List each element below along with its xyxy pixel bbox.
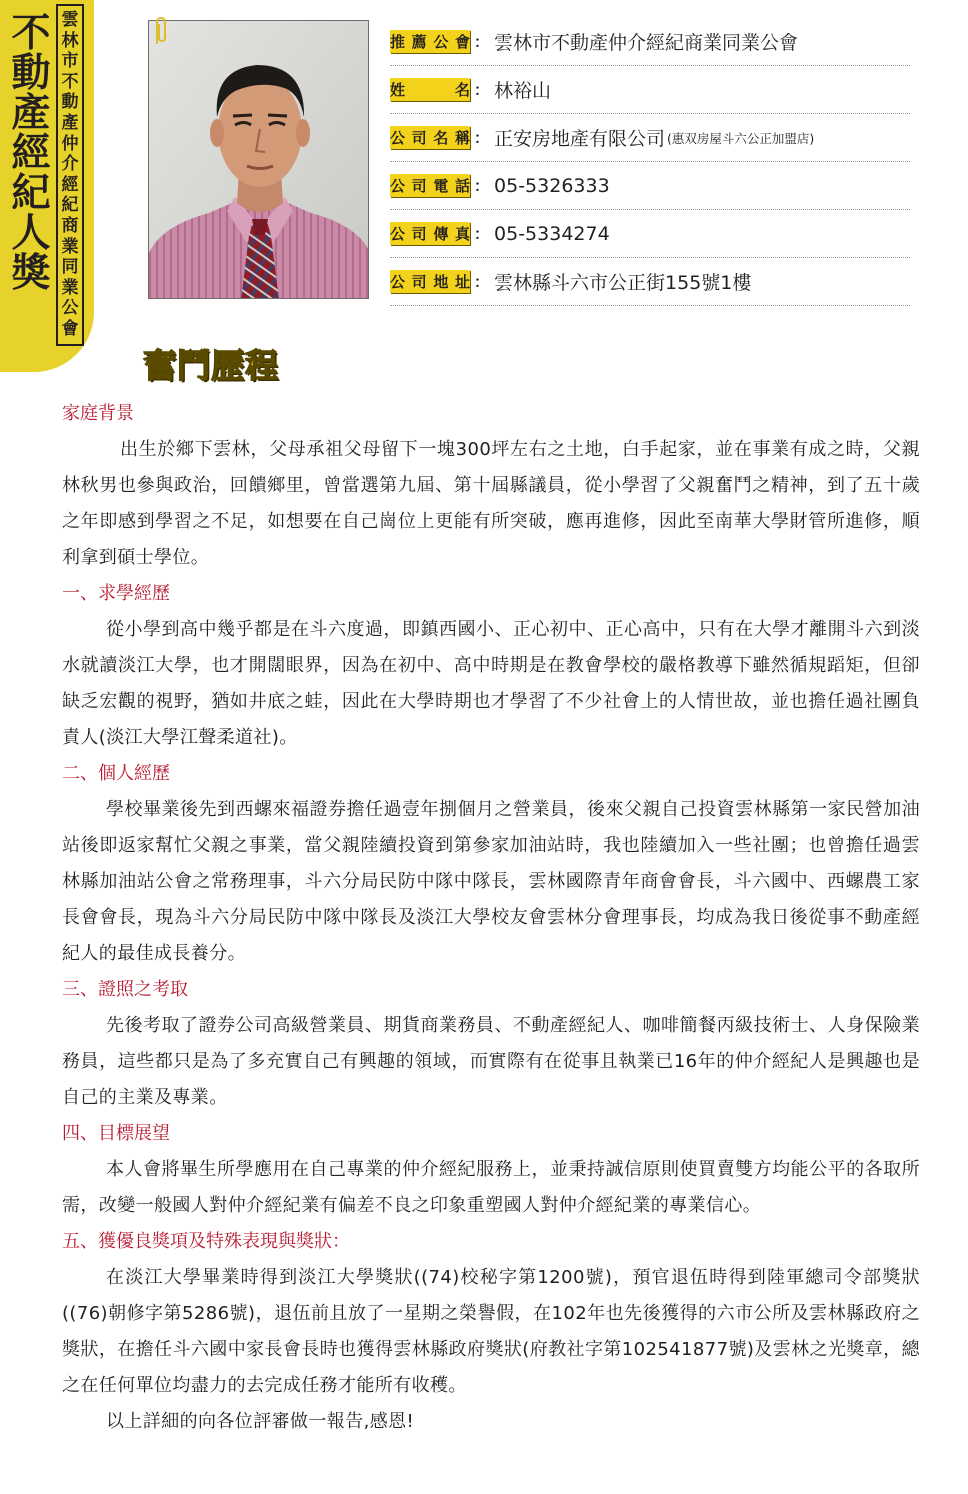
closing-text: 以上詳細的向各位評審做一報告,感恩!: [106, 1411, 415, 1432]
info-value: 05-5326333: [494, 174, 610, 197]
section-title-awards: 五、獲優良獎項及特殊表現與獎狀：: [62, 1231, 350, 1252]
portrait-photo: [148, 20, 369, 299]
info-label: 公司傳真: [390, 222, 470, 245]
label-colon: ：: [474, 129, 490, 147]
label-colon: ：: [474, 225, 490, 243]
section-title-goals: 四、目標展望: [62, 1123, 170, 1144]
association-name: 雲林市不動產仲介經紀商業同業公會: [61, 10, 79, 339]
info-value: 林裕山: [494, 80, 552, 102]
section-text-licenses: 先後考取了證券公司高級營業員、期貨商業務員、不動產經紀人、咖啡簡餐丙級技術士、人身保險業務員，這些都只是為了多充實自己有興趣的領域，而實際有在從事且執業已16年的仲介經紀人是興趣也是自己的主業及專業。: [62, 1015, 920, 1108]
info-row-name: [390, 66, 910, 114]
profile-info: [390, 18, 910, 306]
info-value: 正安房地產有限公司: [494, 128, 666, 150]
info-value: 雲林縣斗六市公正街155號1樓: [494, 272, 752, 294]
info-label: 公司名稱: [390, 126, 470, 149]
label-colon: ：: [474, 273, 490, 291]
info-row-fax: [390, 210, 910, 258]
info-label: 姓名: [390, 78, 470, 101]
section-text-education: 從小學到高中幾乎都是在斗六度過，即鎮西國小、正心初中、正心高中，只有在大學才離開斗六到淡水就讀淡江大學，也才開闊眼界，因為在初中、高中時期是在教會學校的嚴格教導下雖然循規蹈矩，但卻缺乏宏觀的視野，猶如井底之蛙，因此在大學時期也才學習了不少社會上的人情世故，並也擔任過社團負責人(淡江大學江聲柔道社)。: [62, 619, 920, 748]
info-value: 雲林市不動產仲介經紀商業同業公會: [494, 32, 799, 54]
label-colon: ：: [474, 177, 490, 195]
company-note: (惠双房屋斗六公正加盟店): [667, 130, 815, 146]
info-row-address: [390, 258, 910, 306]
section-text-family: 出生於鄉下雲林，父母承祖父母留下一塊300坪左右之土地，白手起家，並在事業有成之時，父親林秋男也參與政治，回饋鄉里，曾當選第九屆、第十屆縣議員，從小學習了父親奮鬥之精神，到了五十歲之年即感到學習之不足，如想要在自己崗位上更能有所突破，應再進修，因此至南華大學財管所進修，順利拿到碩士學位。: [62, 439, 920, 568]
section-title-education: 一、求學經歷: [62, 583, 170, 604]
info-label: 公司地址: [390, 270, 470, 293]
info-value: 05-5334274: [494, 222, 610, 245]
section-text-experience: 學校畢業後先到西螺來福證券擔任過壹年捌個月之營業員，後來父親自己投資雲林縣第一家民營加油站後即返家幫忙父親之事業，當父親陸續投資到第參家加油站時，我也陸續加入一些社團；也曾擔任過雲林縣加油站公會之常務理事，斗六分局民防中隊中隊長，雲林國際青年商會會長，斗六國中、西螺農工家長會會長，現為斗六分局民防中隊中隊長及淡江大學校友會雲林分會理事長，均成為我日後從事不動產經紀人的最佳成長養分。: [62, 799, 920, 964]
section-title-family: 家庭背景: [62, 403, 134, 424]
section-text-goals: 本人會將畢生所學應用在自己專業的仲介經紀服務上，並秉持誠信原則使買賣雙方均能公平的各取所需，改變一般國人對仲介經紀業有偏差不良之印象重塑國人對仲介經紀業的專業信心。: [62, 1159, 920, 1216]
label-colon: ：: [474, 33, 490, 51]
info-row-association: [390, 18, 910, 66]
info-row-phone: [390, 162, 910, 210]
story-content: [62, 396, 920, 1440]
section-title-licenses: 三、證照之考取: [62, 979, 188, 1000]
label-colon: ：: [474, 81, 490, 99]
info-label: 公司電話: [390, 174, 470, 197]
section-text-awards: 在淡江大學畢業時得到淡江大學獎狀((74)校秘字第1200號)，預官退伍時得到陸軍總司令部獎狀((76)朝修字第5286號)，退伍前且放了一星期之榮譽假，在102年也先後獲得的六市公所及雲林縣政府之獎狀，在擔任斗六國中家長會長時也獲得雲林縣政府獎狀(府教社字第102541877號)及雲林之光獎章，總之在任何單位均盡力的去完成任務才能所有收穫。: [62, 1267, 920, 1396]
award-title: 不動產經紀人獎: [11, 11, 51, 296]
paperclip-icon: [153, 16, 167, 46]
award-ribbon: [0, 0, 94, 372]
section-heading: 奮鬥歷程: [143, 346, 279, 385]
info-label: 推薦公會: [390, 30, 470, 53]
section-title-experience: 二、個人經歷: [62, 763, 170, 784]
info-row-company: [390, 114, 910, 162]
